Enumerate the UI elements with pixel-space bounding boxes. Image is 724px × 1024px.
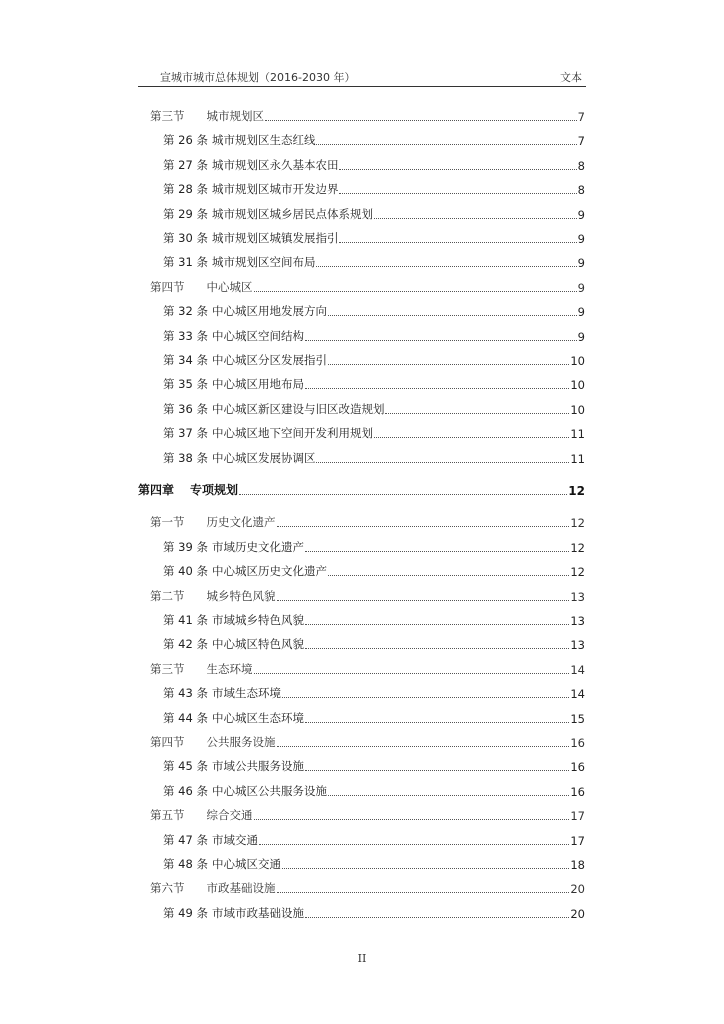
toc-entry-title: 城市规划区永久基本农田 [211,158,339,172]
dot-leader [374,436,569,438]
toc-entry-page: 7 [577,110,585,124]
toc-entry-title: 中心城区分区发展指引 [211,353,327,367]
toc-entry-number: 第二节 [150,589,185,603]
toc-article-entry[interactable] [163,254,585,270]
toc-entry-title: 生态环境 [206,662,253,676]
document-title: 宣城市城市总体规划（2016-2030 年） [160,71,356,84]
toc-entry-page: 20 [570,882,585,896]
toc-entry-number: 第 34 条 [163,353,208,367]
toc-entry-page: 17 [570,809,585,823]
dot-leader [305,623,569,625]
dot-leader [305,339,577,341]
toc-entry-page: 18 [570,858,585,872]
toc-entry-number: 第 30 条 [163,231,208,245]
dot-leader [282,696,569,698]
toc-article-entry[interactable] [163,710,585,726]
toc-chapter-entry[interactable] [138,482,585,498]
toc-article-entry[interactable] [163,132,585,148]
toc-section-entry[interactable] [150,661,585,677]
toc-entry-number: 第四节 [150,280,185,294]
toc-entry-title: 城市规划区生态红线 [211,133,316,147]
toc-entry-page: 13 [570,590,585,604]
toc-entry-number: 第 49 条 [163,906,208,920]
toc-entry-title: 市域城乡特色风貌 [211,613,304,627]
toc-article-entry[interactable] [163,230,585,246]
toc-entry-page: 10 [570,378,585,392]
dot-leader [328,794,569,796]
toc-entry-number: 第三节 [150,109,185,123]
toc-entry-page: 9 [577,256,585,270]
toc-entry-number: 第 40 条 [163,564,208,578]
toc-entry-number: 第 45 条 [163,759,208,773]
toc-entry-number: 第 38 条 [163,451,208,465]
toc-entry-title: 专项规划 [190,483,239,497]
toc-entry-number: 第 43 条 [163,686,208,700]
dot-leader [282,867,569,869]
toc-entry-title: 市域公共服务设施 [211,759,304,773]
toc-article-entry[interactable] [163,157,585,173]
toc-article-entry[interactable] [163,181,585,197]
toc-entry-number: 第 31 条 [163,255,208,269]
toc-entry-number: 第 47 条 [163,833,208,847]
page-number: II [357,952,367,965]
toc-entry-number: 第 42 条 [163,637,208,651]
toc-entry-page: 9 [577,208,585,222]
toc-article-entry[interactable] [163,206,585,222]
toc-entry-page: 10 [570,403,585,417]
toc-entry-page: 8 [577,159,585,173]
dot-leader [305,550,569,552]
toc-entry-page: 11 [570,452,585,466]
toc-article-entry[interactable] [163,401,585,417]
toc-entry-title: 市域市政基础设施 [211,906,304,920]
toc-section-entry[interactable] [150,734,585,750]
toc-section-entry[interactable] [150,807,585,823]
document-type-label: 文本 [560,71,582,84]
dot-leader [339,241,576,243]
dot-leader [277,525,570,527]
toc-entry-title: 市域历史文化遗产 [211,540,304,554]
toc-entry-title: 中心城区 [206,280,253,294]
toc-entry-number: 第 41 条 [163,613,208,627]
dot-leader [277,745,570,747]
toc-entry-number: 第一节 [150,515,185,529]
toc-entry-page: 16 [570,736,585,750]
toc-entry-number: 第 46 条 [163,784,208,798]
toc-entry-title: 公共服务设施 [206,735,276,749]
toc-entry-page: 16 [570,760,585,774]
toc-entry-title: 市政基础设施 [206,881,276,895]
toc-entry-title: 中心城区新区建设与旧区改造规划 [211,402,385,416]
toc-entry-title: 中心城区交通 [211,857,281,871]
toc-entry-page: 12 [570,565,585,579]
toc-article-entry[interactable] [163,303,585,319]
dot-leader [277,599,570,601]
dot-leader [305,647,569,649]
dot-leader [259,843,569,845]
toc-entry-number: 第四节 [150,735,185,749]
toc-entry-title: 市域生态环境 [211,686,281,700]
toc-entry-title: 市域交通 [211,833,258,847]
toc-entry-number: 第六节 [150,881,185,895]
toc-entry-number: 第三节 [150,662,185,676]
toc-section-entry[interactable] [150,514,585,530]
page-header [138,66,586,87]
toc-entry-title: 中心城区生态环境 [211,711,304,725]
toc-entry-number: 第 44 条 [163,711,208,725]
toc-entry-title: 中心城区公共服务设施 [211,784,327,798]
toc-entry-page: 12 [570,516,585,530]
toc-entry-page: 15 [570,712,585,726]
dot-leader [339,192,576,194]
dot-leader [316,265,576,267]
toc-entry-number: 第 28 条 [163,182,208,196]
dot-leader [374,217,577,219]
toc-entry-page: 9 [577,281,585,295]
toc-entry-number: 第四章 [138,483,175,497]
dot-leader [305,721,569,723]
toc-entry-page: 14 [570,663,585,677]
toc-entry-page: 11 [570,427,585,441]
dot-leader [305,916,569,918]
toc-entry-number: 第 37 条 [163,426,208,440]
dot-leader [277,891,570,893]
toc-article-entry[interactable] [163,783,585,799]
toc-entry-page: 13 [570,638,585,652]
toc-article-entry[interactable] [163,758,585,774]
toc-entry-page: 8 [577,183,585,197]
toc-entry-number: 第 27 条 [163,158,208,172]
dot-leader [305,387,569,389]
toc-entry-title: 中心城区用地布局 [211,377,304,391]
dot-leader [305,769,569,771]
toc-entry-page: 13 [570,614,585,628]
toc-entry-title: 城市规划区空间布局 [211,255,316,269]
toc-entry-number: 第 35 条 [163,377,208,391]
toc-entry-page: 9 [577,330,585,344]
toc-entry-number: 第 32 条 [163,304,208,318]
toc-entry-page: 10 [570,354,585,368]
toc-entry-page: 20 [570,907,585,921]
toc-entry-number: 第 26 条 [163,133,208,147]
toc-entry-title: 中心城区历史文化遗产 [211,564,327,578]
toc-entry-page: 17 [570,834,585,848]
toc-article-entry[interactable] [163,905,585,921]
toc-entry-page: 12 [568,484,585,498]
toc-article-entry[interactable] [163,685,585,701]
toc-entry-title: 中心城区用地发展方向 [211,304,327,318]
toc-entry-title: 城市规划区城乡居民点体系规划 [211,207,373,221]
toc-entry-page: 9 [577,305,585,319]
toc-entry-number: 第 33 条 [163,329,208,343]
dot-leader [254,818,570,820]
toc-entry-page: 14 [570,687,585,701]
dot-leader [254,672,570,674]
dot-leader [328,574,569,576]
toc-entry-title: 中心城区发展协调区 [211,451,316,465]
toc-entry-title: 城市规划区城镇发展指引 [211,231,339,245]
toc-entry-page: 16 [570,785,585,799]
toc-section-entry[interactable] [150,880,585,896]
dot-leader [316,461,569,463]
toc-entry-page: 7 [577,134,585,148]
toc-entry-title: 城市规划区 [206,109,264,123]
toc-section-entry[interactable] [150,108,585,124]
toc-entry-title: 中心城区地下空间开发利用规划 [211,426,373,440]
dot-leader [239,493,567,495]
toc-article-entry[interactable] [163,376,585,392]
toc-section-entry[interactable] [150,588,585,604]
toc-section-entry[interactable] [150,279,585,295]
toc-article-entry[interactable] [163,612,585,628]
toc-article-entry[interactable] [163,450,585,466]
toc-article-entry[interactable] [163,832,585,848]
toc-entry-title: 中心城区特色风貌 [211,637,304,651]
toc-article-entry[interactable] [163,539,585,555]
dot-leader [328,363,569,365]
dot-leader [339,168,576,170]
toc-entry-number: 第 48 条 [163,857,208,871]
toc-article-entry[interactable] [163,425,585,441]
toc-entry-number: 第 29 条 [163,207,208,221]
toc-entry-number: 第五节 [150,808,185,822]
toc-entry-title: 综合交通 [206,808,253,822]
dot-leader [328,314,577,316]
toc-article-entry[interactable] [163,563,585,579]
dot-leader [254,290,577,292]
toc-entry-page: 9 [577,232,585,246]
toc-article-entry[interactable] [163,856,585,872]
toc-entry-number: 第 36 条 [163,402,208,416]
toc-article-entry[interactable] [163,328,585,344]
toc-entry-title: 中心城区空间结构 [211,329,304,343]
toc-entry-title: 城乡特色风貌 [206,589,276,603]
toc-article-entry[interactable] [163,352,585,368]
dot-leader [265,119,577,121]
toc-entry-title: 城市规划区城市开发边界 [211,182,339,196]
toc-article-entry[interactable] [163,636,585,652]
dot-leader [316,143,576,145]
dot-leader [385,412,569,414]
toc-entry-page: 12 [570,541,585,555]
toc-entry-title: 历史文化遗产 [206,515,276,529]
toc-entry-number: 第 39 条 [163,540,208,554]
